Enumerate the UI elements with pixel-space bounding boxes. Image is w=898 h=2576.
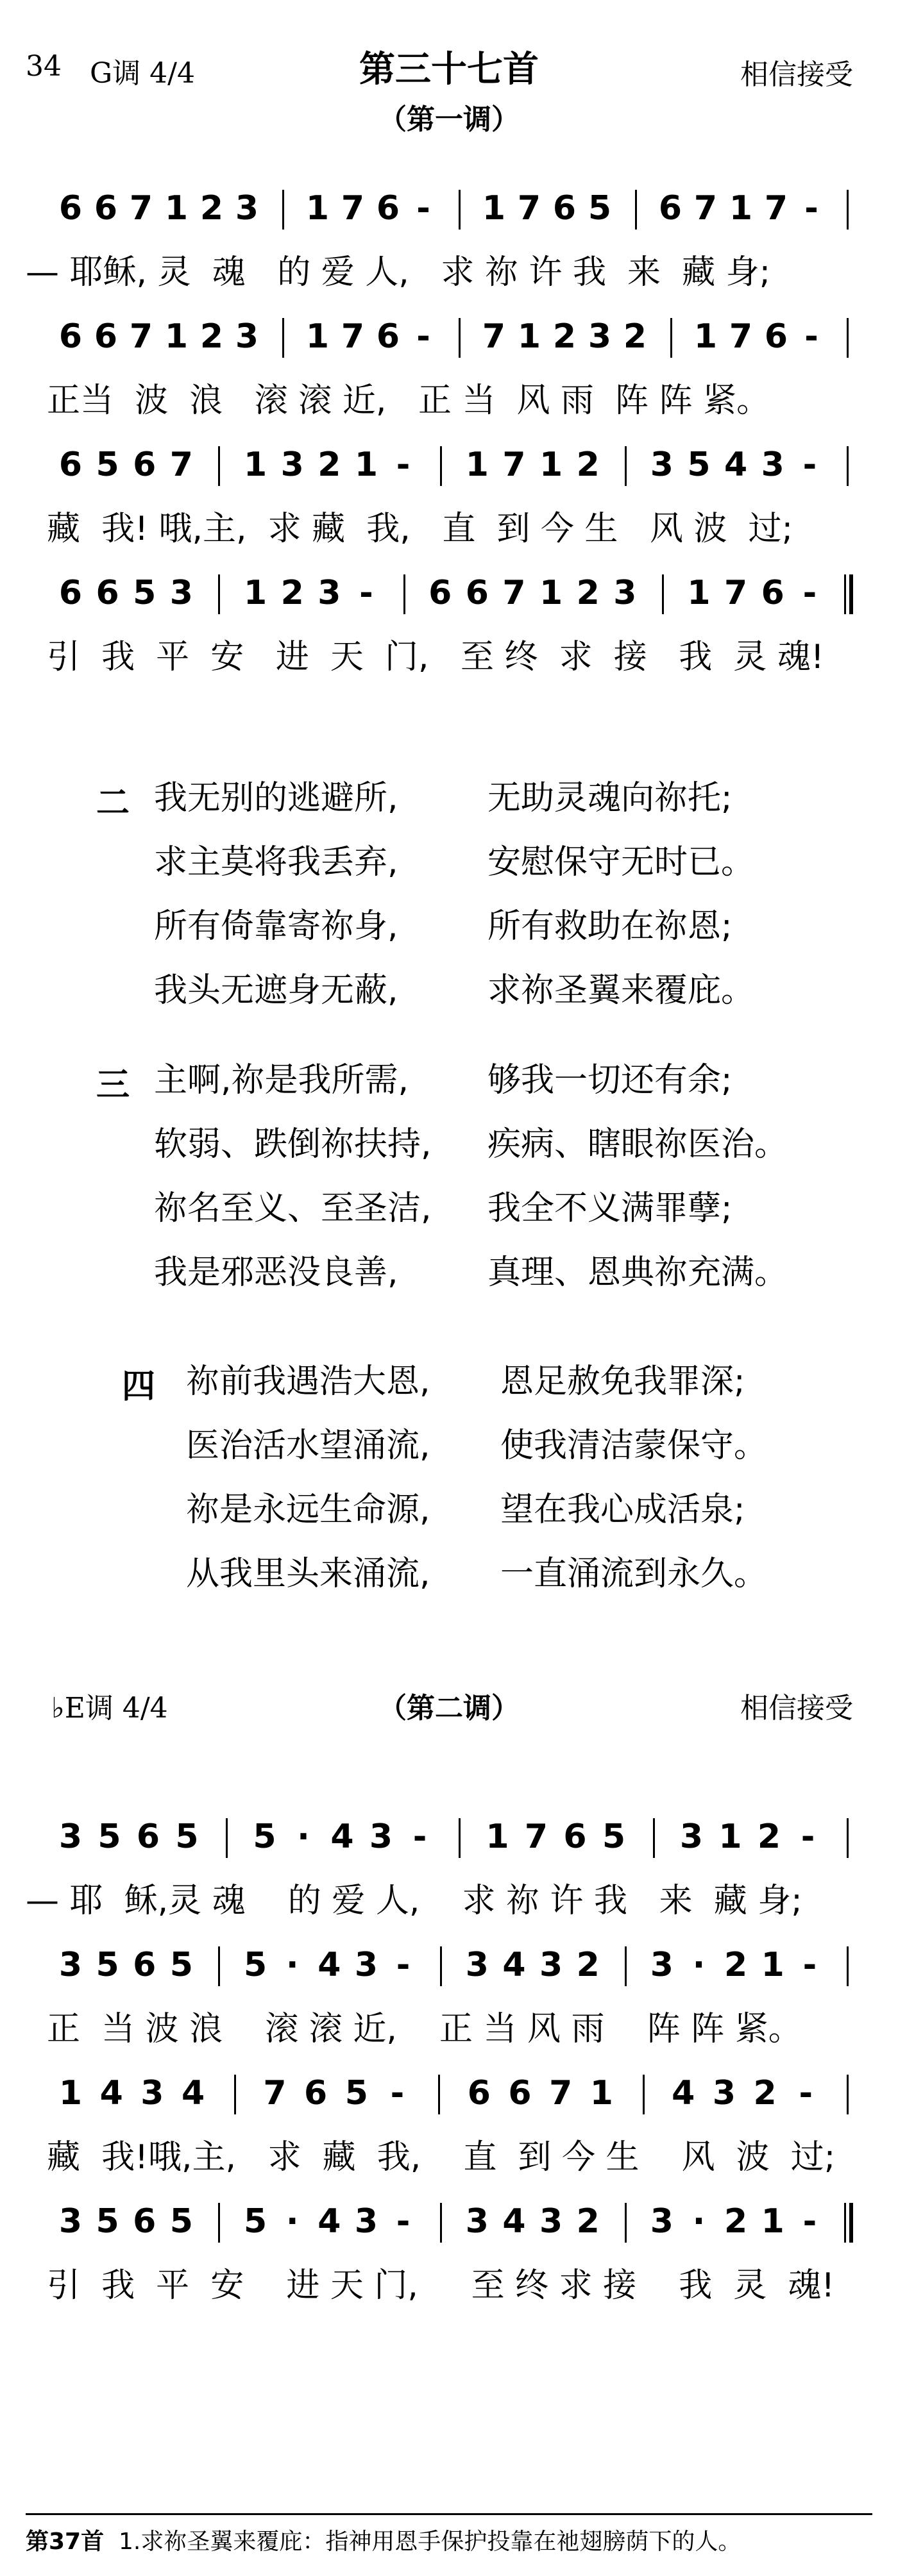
verse-line-first-half: 软弱、跌倒祢扶持, <box>154 1125 432 1164</box>
note: 1 <box>482 189 506 228</box>
barline <box>440 446 442 486</box>
note: 1 <box>305 189 330 228</box>
barline <box>282 318 284 358</box>
barline <box>459 318 461 358</box>
barline <box>625 2203 627 2243</box>
note: 7 <box>341 189 365 228</box>
note: 4 <box>502 1946 526 1984</box>
note: 7 <box>524 1818 548 1856</box>
tune-1-label: （第一调） <box>378 103 520 136</box>
footnote <box>26 2523 741 2556</box>
note: 3 <box>539 2202 563 2241</box>
score-system <box>0 571 898 699</box>
note: 3 <box>679 1818 704 1856</box>
hold-dash: - <box>396 1946 411 1984</box>
note: 5 <box>96 446 119 484</box>
barline <box>662 574 664 614</box>
footnote-label: 第37首 <box>26 2529 105 2555</box>
note: 3 <box>235 189 259 228</box>
note: 1 <box>465 446 489 484</box>
note: 2 <box>576 1946 600 1984</box>
barline <box>459 1818 461 1858</box>
note: 3 <box>235 317 259 356</box>
note: 7 <box>517 189 541 228</box>
note: 3 <box>58 1946 83 1984</box>
score-system <box>0 2071 898 2199</box>
note: 1 <box>164 189 189 228</box>
barline <box>226 1818 228 1858</box>
note: 5 <box>588 189 612 228</box>
verse-line-first-half: 求主莫将我丢弃, <box>154 843 398 882</box>
note: 3 <box>613 574 637 612</box>
note: 1 <box>58 2074 83 2112</box>
note: 6 <box>58 189 83 228</box>
lyrics-row <box>0 635 898 686</box>
note: 4 <box>318 1946 341 1984</box>
note: 1 <box>693 317 718 356</box>
note: 3 <box>58 1818 83 1856</box>
note: 1 <box>305 317 330 356</box>
note: 2 <box>757 1818 781 1856</box>
dot: · <box>285 2202 299 2241</box>
barline <box>625 1946 627 1986</box>
note: 2 <box>280 574 304 612</box>
note: 1 <box>718 1818 742 1856</box>
hymn-title: 第三十七首 <box>359 49 539 90</box>
hold-dash: - <box>801 1818 815 1856</box>
note: 2 <box>199 317 224 356</box>
note: 6 <box>467 2074 491 2112</box>
lyrics-row <box>0 250 898 301</box>
key-signature-1: G调 4/4 <box>90 57 195 90</box>
verse-line-first-half: 我头无遮身无蔽, <box>154 971 398 1010</box>
note: 3 <box>588 317 612 356</box>
lyrics-line: — 耶 稣,灵 魂 的 爱 人, 求 祢 许 我 来 藏 身; <box>26 1882 802 1920</box>
note: 7 <box>729 317 753 356</box>
note: 4 <box>672 2074 695 2112</box>
hold-dash: - <box>802 2202 817 2241</box>
verse-line-first-half: 祢名至义、至圣洁, <box>154 1189 432 1228</box>
barline <box>643 2075 645 2114</box>
barline <box>847 1818 849 1858</box>
note: 4 <box>330 1818 354 1856</box>
lyrics-row <box>0 2263 898 2314</box>
notes-row <box>0 571 898 622</box>
note: 5 <box>602 1818 626 1856</box>
note: 1 <box>539 446 563 484</box>
verse-line-first-half: 从我里头来涌流, <box>186 1555 430 1593</box>
notes-row <box>0 2071 898 2122</box>
note: 4 <box>318 2202 341 2241</box>
note: 4 <box>181 2074 205 2112</box>
note: 6 <box>761 574 784 612</box>
tune-1-author: 相信接受 <box>740 58 853 91</box>
verse-line-second-half: 我全不义满罪孽; <box>487 1189 733 1228</box>
hold-dash: - <box>412 1818 427 1856</box>
verse-line-second-half: 安慰保守无时已。 <box>487 843 755 882</box>
barline <box>218 1946 220 1986</box>
verse-line-first-half: 祢是永远生命源, <box>186 1491 430 1529</box>
verse-line-second-half: 恩足赦免我罪深; <box>500 1362 745 1401</box>
barline <box>218 2203 220 2243</box>
note: 3 <box>650 446 674 484</box>
verse-line-second-half: 求祢圣翼来覆庇。 <box>487 971 755 1010</box>
note: 1 <box>486 1818 509 1856</box>
page-number: 34 <box>26 50 62 83</box>
note: 2 <box>753 2074 777 2112</box>
verse-line-first-half: 医治活水望涌流, <box>186 1426 430 1465</box>
note: 6 <box>764 317 788 356</box>
notes-row <box>0 186 898 237</box>
note: 6 <box>94 317 118 356</box>
verse-line-first-half: 我是邪恶没良善, <box>154 1253 398 1292</box>
barline <box>635 190 637 230</box>
note: 2 <box>552 317 577 356</box>
notes-row <box>0 1814 898 1866</box>
note: 3 <box>761 446 784 484</box>
note: 3 <box>169 574 193 612</box>
note: 1 <box>517 317 541 356</box>
note: 6 <box>58 574 83 612</box>
verse-line-second-half: 疾病、瞎眼祢医治。 <box>487 1125 788 1164</box>
barline <box>670 318 672 358</box>
note: 1 <box>244 446 267 484</box>
verse-line-first-half: 我无别的逃避所, <box>154 779 398 817</box>
note: 5 <box>169 1946 193 1984</box>
lyrics-row <box>0 378 898 430</box>
barline <box>438 2075 440 2114</box>
note: 2 <box>199 189 224 228</box>
score-system <box>0 314 898 442</box>
dot: · <box>692 2202 706 2241</box>
barline <box>440 1946 442 1986</box>
note: 5 <box>344 2074 368 2112</box>
note: 1 <box>164 317 189 356</box>
verse-line-second-half: 够我一切还有余; <box>487 1061 733 1100</box>
note: 3 <box>280 446 304 484</box>
note: 5 <box>96 2202 119 2241</box>
note: 1 <box>761 1946 784 1984</box>
note: 3 <box>354 1946 378 1984</box>
verse-line-second-half: 一直涌流到永久。 <box>500 1555 768 1593</box>
hold-dash: - <box>802 574 817 612</box>
note: 1 <box>729 189 753 228</box>
note: 4 <box>502 2202 526 2241</box>
note: 2 <box>623 317 647 356</box>
verse-line-first-half: 所有倚靠寄祢身, <box>154 907 398 946</box>
note: 2 <box>576 446 600 484</box>
note: 5 <box>133 574 157 612</box>
note: 5 <box>687 446 711 484</box>
hold-dash: - <box>804 317 818 356</box>
note: 5 <box>97 1818 121 1856</box>
lyrics-line: 正 当 波 浪 滚 滚 近, 正 当 风 雨 阵 阵 紧。 <box>26 2010 802 2048</box>
note: 3 <box>650 1946 674 1984</box>
dot: · <box>297 1818 310 1856</box>
tune-2-author: 相信接受 <box>740 1692 853 1725</box>
dot: · <box>692 1946 706 1984</box>
note: 5 <box>244 2202 267 2241</box>
note: 6 <box>94 189 118 228</box>
note: 1 <box>687 574 711 612</box>
hold-dash: - <box>416 317 430 356</box>
note: 2 <box>318 446 341 484</box>
note: 5 <box>244 1946 267 1984</box>
note: 2 <box>576 574 600 612</box>
lyrics-line: 藏 我!哦,主, 求 藏 我, 直 到 今 生 风 波 过; <box>26 2138 836 2177</box>
notes-row <box>0 314 898 365</box>
verse-line-second-half: 望在我心成活泉; <box>500 1491 745 1529</box>
note: 7 <box>482 317 506 356</box>
note: 6 <box>96 574 119 612</box>
barline <box>847 1946 849 1986</box>
key-signature-2: ♭E调 4/4 <box>51 1692 168 1725</box>
note: 4 <box>99 2074 123 2112</box>
note: 6 <box>376 189 400 228</box>
verse-line-first-half: 祢前我遇浩大恩, <box>186 1362 430 1401</box>
note: 3 <box>539 1946 563 1984</box>
verse-number: 二 <box>96 784 130 823</box>
verse-number: 三 <box>96 1066 130 1105</box>
note: 3 <box>318 574 341 612</box>
barline <box>847 2075 849 2114</box>
note: 3 <box>650 2202 674 2241</box>
note: 7 <box>129 317 153 356</box>
note: 7 <box>724 574 748 612</box>
note: 6 <box>508 2074 532 2112</box>
verse-number: 四 <box>122 1367 156 1406</box>
note: 7 <box>341 317 365 356</box>
note: 3 <box>354 2202 378 2241</box>
hold-dash: - <box>396 446 411 484</box>
note: 3 <box>465 2202 489 2241</box>
note: 7 <box>502 574 526 612</box>
hold-dash: - <box>802 1946 817 1984</box>
barline <box>440 2203 442 2243</box>
note: 6 <box>133 2202 157 2241</box>
note: 2 <box>576 2202 600 2241</box>
hold-dash: - <box>799 2074 813 2112</box>
note: 6 <box>563 1818 587 1856</box>
note: 3 <box>465 1946 489 1984</box>
barline <box>847 318 849 358</box>
dot: · <box>285 1946 299 1984</box>
note: 7 <box>502 446 526 484</box>
note: 2 <box>724 2202 748 2241</box>
notes-row <box>0 2199 898 2250</box>
note: 6 <box>428 574 452 612</box>
note: 6 <box>58 446 83 484</box>
note: 7 <box>263 2074 287 2112</box>
note: 1 <box>354 446 378 484</box>
note: 2 <box>724 1946 748 1984</box>
note: 6 <box>465 574 489 612</box>
notes-row <box>0 1943 898 1994</box>
note: 5 <box>253 1818 276 1856</box>
lyrics-row <box>0 1878 898 1930</box>
barline <box>218 446 220 486</box>
note: 3 <box>369 1818 393 1856</box>
note: 5 <box>169 2202 193 2241</box>
verse-line-first-half: 主啊,祢是我所需, <box>154 1061 409 1100</box>
lyrics-line: — 耶稣, 灵 魂 的 爱 人, 求 祢 许 我 来 藏 身; <box>26 253 771 292</box>
final-barline <box>844 2203 853 2243</box>
lyrics-row <box>0 506 898 558</box>
notes-row <box>0 442 898 494</box>
note: 6 <box>304 2074 328 2112</box>
score-system <box>0 1814 898 1943</box>
hold-dash: - <box>359 574 373 612</box>
hold-dash: - <box>802 446 817 484</box>
note: 7 <box>764 189 788 228</box>
note: 4 <box>724 446 748 484</box>
footnote-text: 1.求祢圣翼来覆庇：指神用恩手保护投靠在祂翅膀荫下的人。 <box>104 2529 741 2555</box>
note: 7 <box>129 189 153 228</box>
hold-dash: - <box>396 2202 411 2241</box>
score-system <box>0 442 898 571</box>
tune-2-label: （第二调） <box>378 1692 520 1725</box>
barline <box>847 446 849 486</box>
note: 1 <box>539 574 563 612</box>
hold-dash: - <box>804 189 818 228</box>
note: 6 <box>552 189 577 228</box>
note: 5 <box>175 1818 199 1856</box>
barline <box>234 2075 236 2114</box>
note: 7 <box>169 446 193 484</box>
lyrics-line: 引 我 平 安 进 天 门, 至 终 求 接 我 灵 魂! <box>26 638 824 676</box>
lyrics-line: 藏 我! 哦,主, 求 藏 我, 直 到 今 生 风 波 过; <box>26 510 793 548</box>
note: 1 <box>244 574 267 612</box>
barline <box>459 190 461 230</box>
note: 6 <box>376 317 400 356</box>
barline <box>403 574 405 614</box>
verse-line-second-half: 所有救助在祢恩; <box>487 907 733 946</box>
note: 3 <box>58 2202 83 2241</box>
barline <box>653 1818 655 1858</box>
final-barline <box>844 574 853 614</box>
barline <box>625 446 627 486</box>
note: 6 <box>58 317 83 356</box>
note: 7 <box>549 2074 573 2112</box>
note: 3 <box>712 2074 736 2112</box>
score-system <box>0 1943 898 2071</box>
note: 6 <box>658 189 682 228</box>
note: 6 <box>133 446 157 484</box>
score-system <box>0 2199 898 2327</box>
note: 7 <box>693 189 718 228</box>
note: 3 <box>140 2074 164 2112</box>
score-system <box>0 186 898 314</box>
hold-dash: - <box>416 189 430 228</box>
lyrics-line: 正当 波 浪 滚 滚 近, 正 当 风 雨 阵 阵 紧。 <box>26 381 770 420</box>
note: 1 <box>589 2074 613 2112</box>
note: 5 <box>96 1946 119 1984</box>
hold-dash: - <box>390 2074 405 2112</box>
lyrics-row <box>0 2135 898 2186</box>
barline <box>218 574 220 614</box>
lyrics-row <box>0 2007 898 2058</box>
note: 1 <box>761 2202 784 2241</box>
barline <box>282 190 284 230</box>
footnote-divider <box>26 2513 872 2515</box>
verse-line-second-half: 真理、恩典祢充满。 <box>487 1253 788 1292</box>
verse-line-second-half: 使我清洁蒙保守。 <box>500 1426 768 1465</box>
lyrics-line: 引 我 平 安 进 天 门, 至 终 求 接 我 灵 魂! <box>26 2266 835 2305</box>
note: 6 <box>136 1818 160 1856</box>
verse-line-second-half: 无助灵魂向祢托; <box>487 779 733 817</box>
barline <box>847 190 849 230</box>
note: 6 <box>133 1946 157 1984</box>
